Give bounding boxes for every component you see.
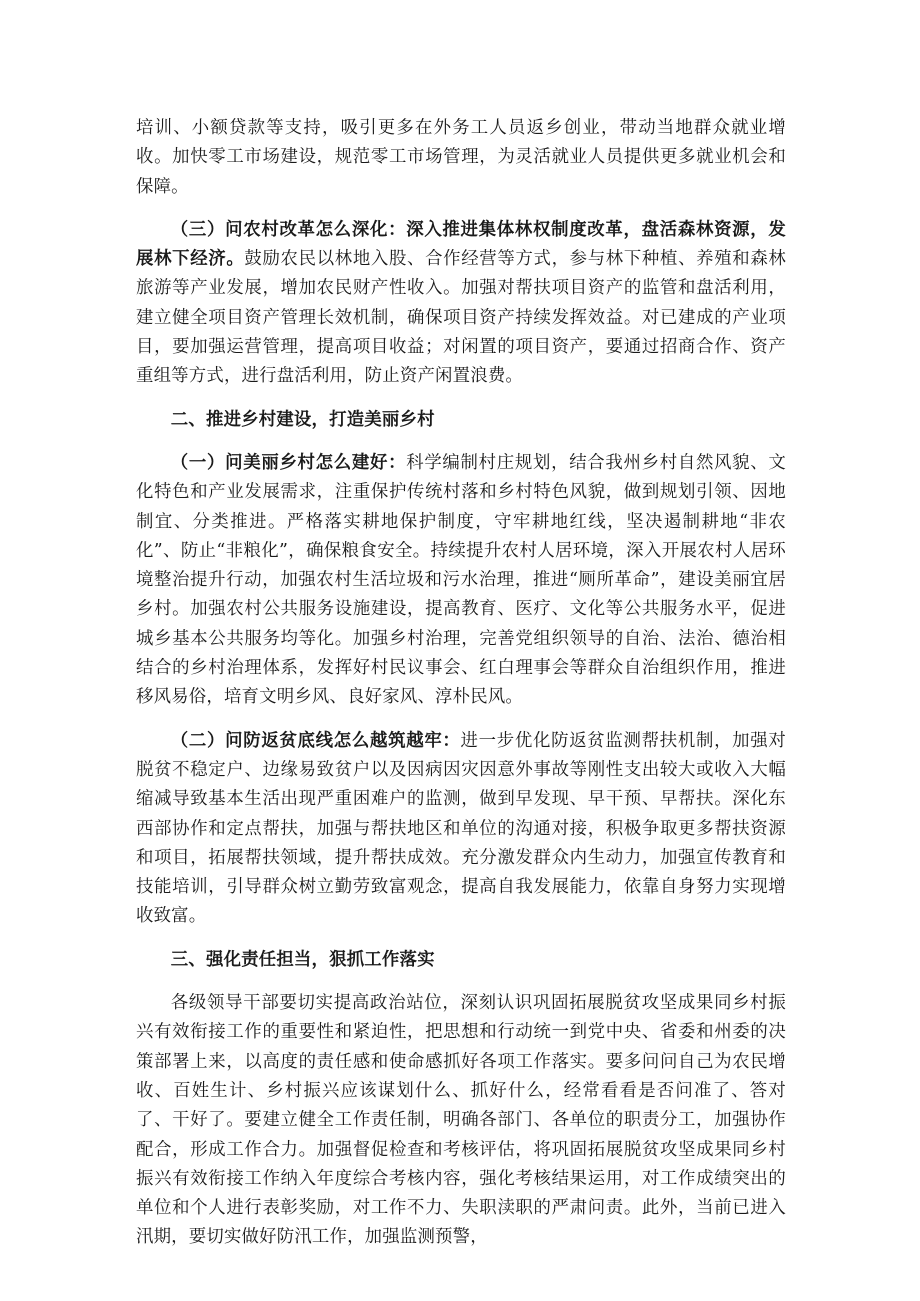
paragraph-employment [136, 114, 786, 202]
paragraph-text: 各级领导干部要切实提高政治站位，深刻认识巩固拓展脱贫攻坚成果同乡村振兴有效衔接工作的重要性和紧迫性，把思想和行动统一到党中央、省委和州委的决策部署上来，以高度的责任感和使命感抓好各项工作落实。要多问问自己为农民增收、百姓生计、乡村振兴应该谋划什么、抓好什么，经常看看是否问准了、答对了、干好了。要建立健全工作责任制，明确各部门、各单位的职责分工，加强协作配合，形成工作合力。加强督促检查和考核评估，将巩固拓展脱贫攻坚成果同乡村振兴有效衔接工作纳入年度综合考核内容，强化考核结果运用，对工作成绩突出的单位和个人进行表彰奖励，对工作不力、失职渎职的严肃问责。此外，当前已进入汛期，要切实做好防汛工作，加强监测预警， [136, 993, 786, 1248]
section-heading-three: 三、强化责任担当，狠抓工作落实 [170, 949, 435, 970]
paragraph-text: 鼓励农民以林地入股、合作经营等方式，参与林下种植、养殖和森林旅游等产业发展，增加农民财产性收入。加强对帮扶项目资产的监管和盘活利用，建立健全项目资产管理长效机制，确保项目资产持续发挥效益。对已建成的产业项目，要加强运营管理，提高项目收益；对闲置的项目资产，要通过招商合作、资产重组等方式，进行盘活利用，防止资产闲置浪费。 [136, 249, 786, 387]
paragraph-lead: （一）问美丽乡村怎么建好： [170, 452, 407, 473]
paragraph-lead: （二）问防返贫底线怎么越筑越牢： [170, 730, 461, 751]
paragraph-text: 进一步优化防返贫监测帮扶机制，加强对脱贫不稳定户、边缘易致贫户以及因病因灾因意外事故等刚性支出较大或收入大幅缩减导致基本生活出现严重困难户的监测，做到早发现、早干预、早帮扶。深化东西部协作和定点帮扶，加强与帮扶地区和单位的沟通对接，积极争取更多帮扶资源和项目，拓展帮扶领域，提升帮扶成效。充分激发群众内生动力，加强宣传教育和技能培训，引导群众树立勤劳致富观念，提高自我发展能力，依靠自身努力实现增收致富。 [136, 730, 786, 927]
paragraph-responsibility [136, 989, 786, 1253]
paragraph-text: 培训、小额贷款等支持，吸引更多在外务工人员返乡创业，带动当地群众就业增收。加快零工市场建设，规范零工市场管理，为灵活就业人员提供更多就业机会和保障。 [136, 118, 786, 197]
paragraph-poverty-prevention [136, 727, 786, 932]
section-heading-two: 二、推进乡村建设，打造美丽乡村 [170, 409, 435, 430]
document-body [136, 114, 786, 1267]
paragraph-text: 科学编制村庄规划，结合我州乡村自然风貌、文化特色和产业发展需求，注重保护传统村落和乡村特色风貌，做到规划引领、因地制宜、分类推进。严格落实耕地保护制度，守牢耕地红线，坚决遏制耕地“非农化”、防止“非粮化”，确保粮食安全。持续提升农村人居环境，深入开展农村人居环境整治提升行动，加强农村生活垃圾和污水治理，推进“厕所革命”，建设美丽宜居乡村。加强农村公共服务设施建设，提高教育、医疗、文化等公共服务水平，促进城乡基本公共服务均等化。加强乡村治理，完善党组织领导的自治、法治、德治相结合的乡村治理体系，发挥好村民议事会、红白理事会等群众自治组织作用，推进移风易俗，培育文明乡风、良好家风、淳朴民风。 [136, 452, 786, 708]
paragraph-rural-reform [136, 216, 786, 392]
paragraph-lead: （三）问农村改革怎么深化：深入推进集体林权制度改革，盘活森林资源，发展林下经济。 [136, 219, 786, 270]
paragraph-beautiful-village [136, 449, 786, 713]
